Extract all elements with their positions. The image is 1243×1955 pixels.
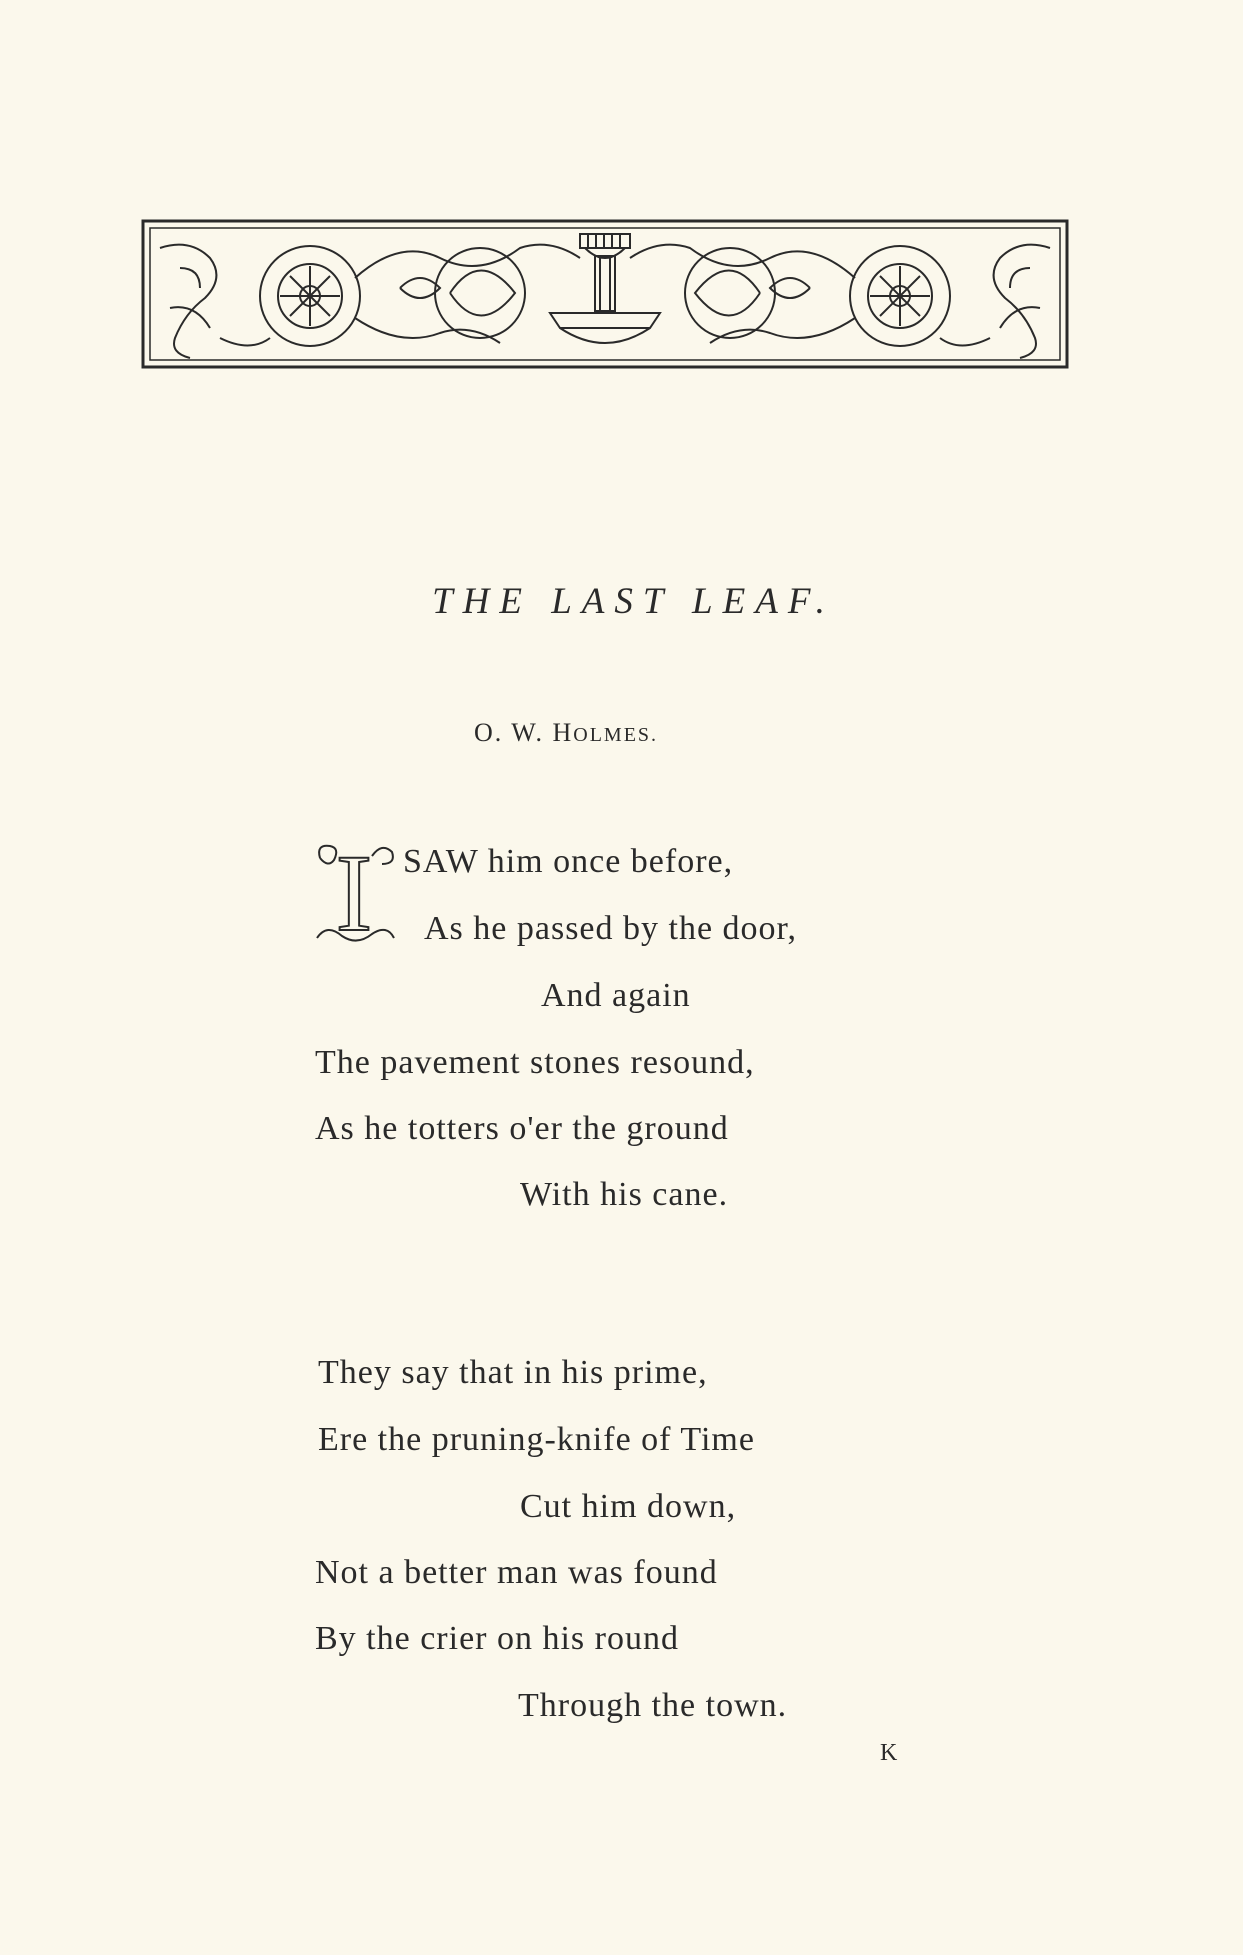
decorated-initial <box>312 838 397 948</box>
stanza1-line3: And again <box>541 977 691 1014</box>
stanza1-line4: The pavement stones resound, <box>315 1044 755 1081</box>
stanza1-line1: SAW him once before, <box>403 843 734 880</box>
stanza1-line2: As he passed by the door, <box>424 910 798 947</box>
author-name <box>474 718 658 748</box>
stanza2-line3: Cut him down, <box>520 1488 737 1525</box>
signature-mark: K <box>880 1740 898 1766</box>
dropcap-letter: I <box>335 838 373 948</box>
poem-title: THE LAST LEAF. <box>432 581 835 622</box>
stanza2-line6: Through the town. <box>518 1687 788 1724</box>
stanza1-line6: With his cane. <box>520 1176 729 1213</box>
stanza2-line1: They say that in his prime, <box>318 1354 708 1391</box>
stanza2-line5: By the crier on his round <box>315 1620 679 1657</box>
stanza2-line2: Ere the pruning-knife of Time <box>318 1421 755 1458</box>
author-small-caps: OLMES. <box>573 724 659 746</box>
ornamental-headpiece <box>140 218 1070 373</box>
stanza1-line5: As he totters o'er the ground <box>315 1110 729 1147</box>
author-prefix: O. W. H <box>474 718 574 747</box>
stanza2-line4: Not a better man was found <box>315 1554 718 1591</box>
